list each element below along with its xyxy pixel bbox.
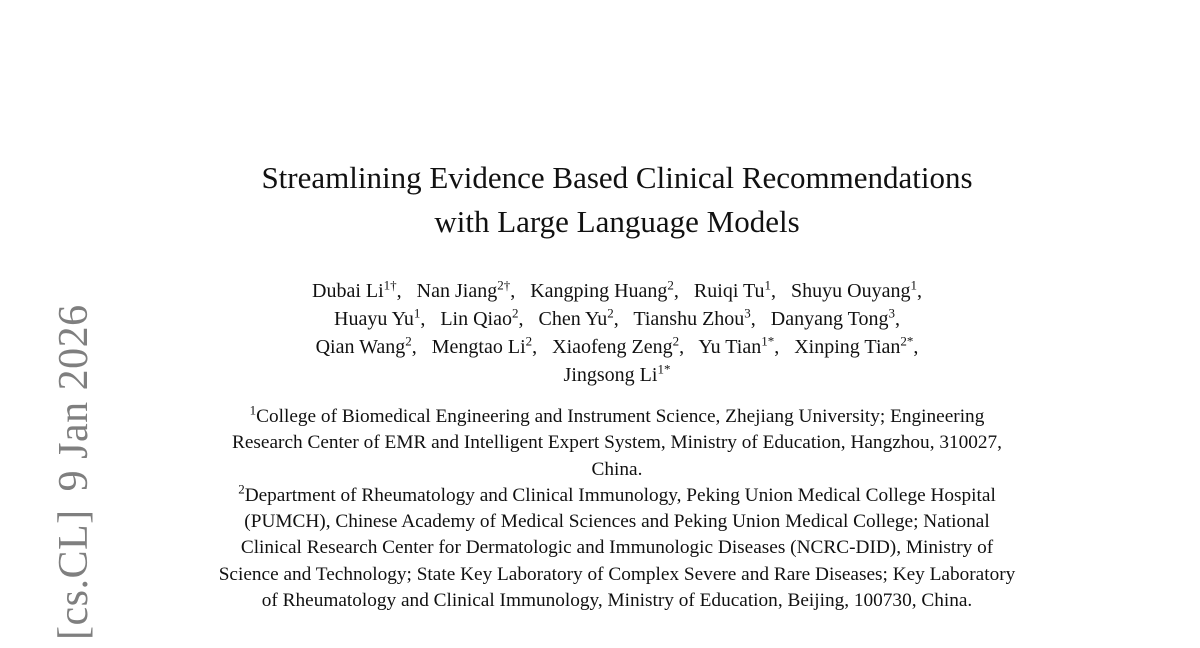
author-name: Yu Tian [698,336,762,358]
author [794,333,914,358]
author-mark: 2* [900,333,914,349]
author-mark: 3 [888,305,895,321]
author [416,277,511,302]
author-name: Qian Wang [315,336,406,358]
author [334,305,421,330]
author [431,333,533,358]
author-mark: 2 [405,333,412,349]
author-name: Lin Qiao [440,308,512,330]
author-name: Ruiqi Tu [693,280,765,302]
affiliation-mark: 1 [249,402,257,418]
affiliation-text: College of Biomedical Engineering and Instrument Science, Zhejiang University; Engineering Research Center of EMR and Intelligent Expert System, Ministry of Education, Hangzhou, 310027, China. [231,406,1003,480]
author-list [0,277,1200,389]
author [440,305,519,330]
affiliation-list [215,404,1019,614]
affiliation-mark: 2 [238,481,245,497]
author-mark: 1 [764,277,772,293]
author-name: Xinping Tian [794,336,901,358]
author [538,305,614,330]
author [312,277,397,302]
author-mark: 2† [497,277,511,293]
author-name: Tianshu Zhou [633,308,745,330]
author-name: Shuyu Ouyang [791,280,911,302]
author-name: Chen Yu [538,308,608,330]
author-name: Danyang Tong [770,308,889,330]
author-mark: 3 [744,305,751,321]
author [633,305,751,330]
arxiv-category: [cs.CL] [51,509,97,640]
author [563,361,671,386]
author-mark: 2 [667,277,674,293]
author-name: Jingsong Li [563,364,658,386]
author-mark: 1 [413,305,421,321]
author-line-3: Qian Wang$^2$, Mengtao Li$^2$, Xiaofeng Zeng$^2$, Yu Tian$^{1*}$, Xinping Tian$^{2*}$, [315,333,919,358]
arxiv-date: 9 Jan 2026 [51,304,97,492]
author-mark: 2 [672,333,680,349]
author-mark: 2 [607,305,614,321]
author-mark: 1* [761,333,775,349]
author-mark: 2 [525,333,533,349]
author-mark: 1† [383,277,397,293]
affiliation-1 [215,404,1019,483]
author-line-1: Dubai $Li^{1\dagger}$, Nan Jiang$^{2\dagger}$, Kangping Huang$^2$, Ruiqi Tu$^1$, Shuyu Ouyang$^1$, [312,277,922,302]
author [791,277,917,302]
affiliation-2 [215,483,1019,614]
author-line-2: Huayu Yu$^1$, Lin Qiao$^2$, Chen Yu$^2$, Tianshu Zhou$^3$, Danyang Tong$^3$, [334,305,900,330]
author [315,333,412,358]
title-line-1: Streamlining Evidence Based Clinical Recommendations [261,160,973,195]
author-name: Dubai Li [312,280,384,302]
author-name: Huayu Yu [334,308,414,330]
author-mark: 1* [657,361,671,377]
author-name: Nan Jiang [416,280,498,302]
affiliation-text: Department of Rheumatology and Clinical Immunology, Peking Union Medical College Hospital (PUMCH), Chinese Academy of Medical Sciences and Peking Union Medical College; National Clinical Research Center for Dermatologic and Immunologic Diseases (NCRC-DID), Ministry of Science and Technology; State Key Laboratory of Complex Severe and Rare Diseases; Key Laboratory of Rheumatology and Clinical Immunology, Ministry of Education, Beijing, 100730, China. [218,484,1016,612]
author [552,333,680,358]
author [770,305,895,330]
title-line-2: with Large Language Models [434,204,800,239]
author [530,277,674,302]
author-name: Xiaofeng Zeng [552,336,673,358]
author-mark: 1 [910,277,917,293]
paper-title [0,156,1200,244]
author [698,333,775,358]
author-name: Mengtao Li [431,336,526,358]
author-mark: 2 [512,305,519,321]
author-name: Kangping Huang [530,280,668,302]
author-line-4 [0,361,1200,389]
author [693,277,772,302]
